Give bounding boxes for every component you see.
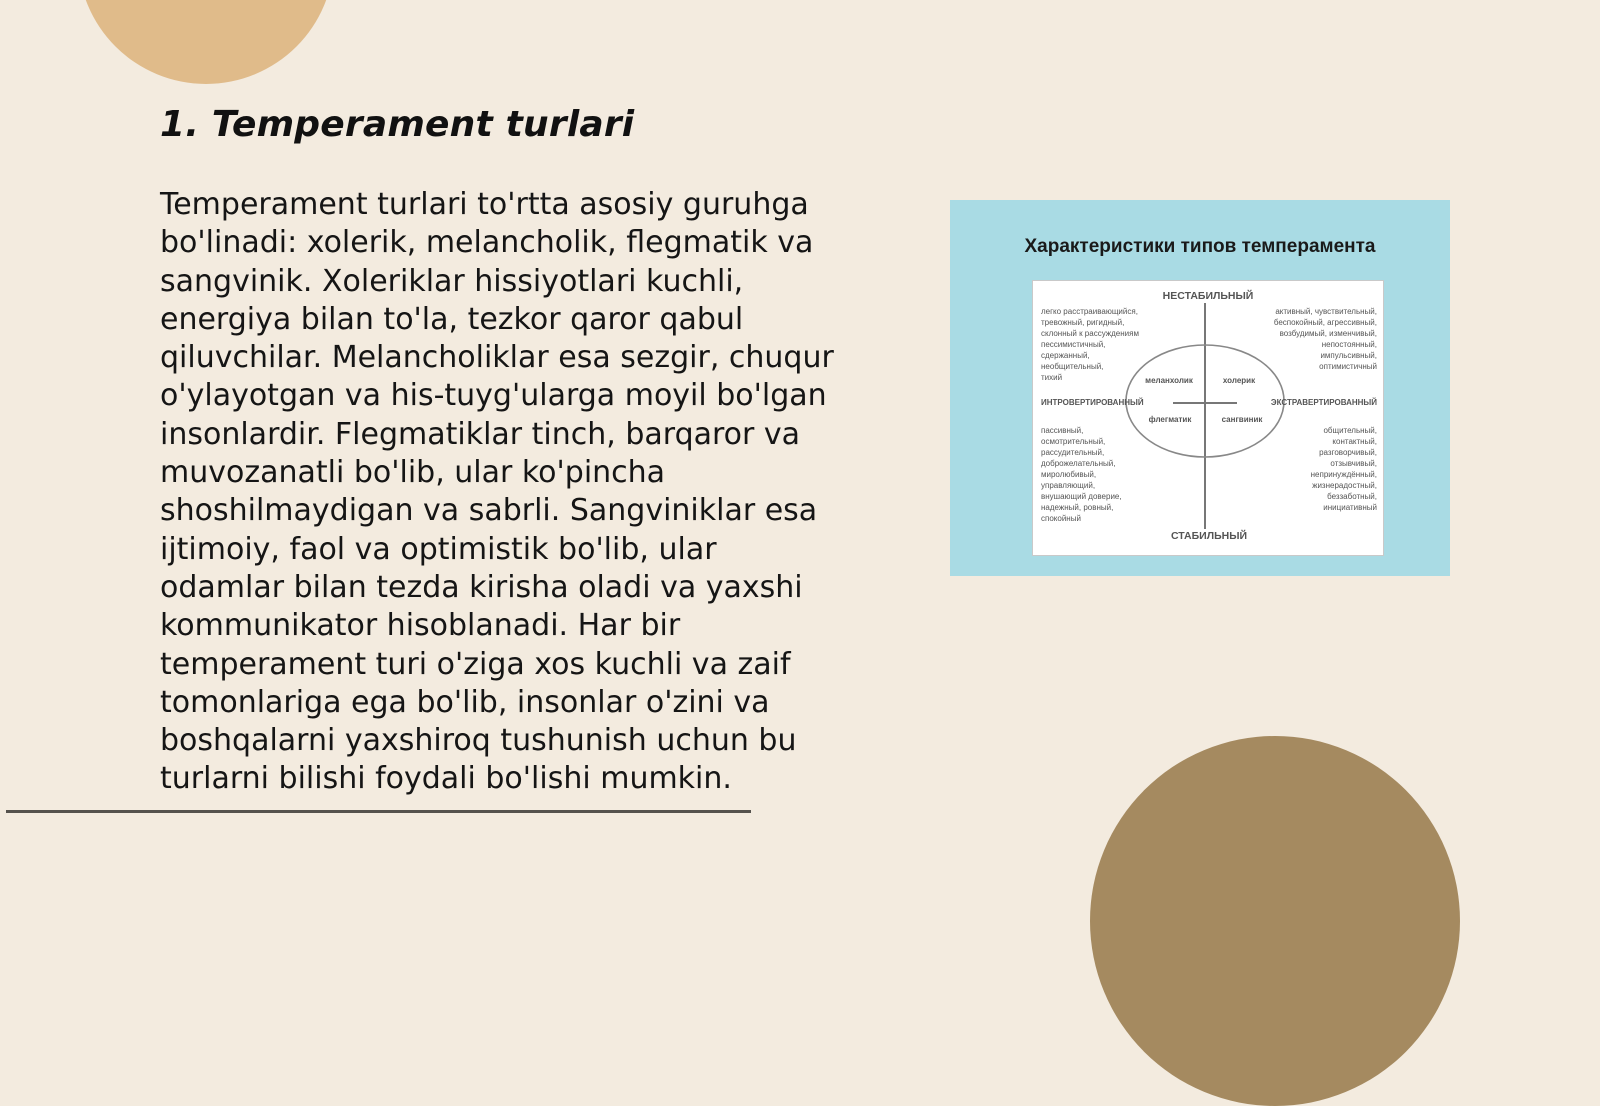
trait-text: активный, чувствительный, (1275, 307, 1377, 316)
temperament-diagram-svg (1033, 281, 1383, 555)
trait-text: оптимистичный (1319, 362, 1377, 371)
trait-text: импульсивный, (1320, 351, 1377, 360)
trait-text: пассивный, (1041, 426, 1084, 435)
traits-top-left (1041, 307, 1139, 382)
trait-text: доброжелательный, (1041, 459, 1116, 468)
trait-text: необщительный, (1041, 362, 1104, 371)
trait-text: возбудимый, изменчивый, (1279, 329, 1377, 338)
traits-bottom-right (1311, 426, 1377, 512)
axis-label-unstable: НЕСТАБИЛЬНЫЙ (1162, 290, 1254, 302)
figure-title: Характеристики типов темперамента (1024, 236, 1376, 257)
trait-text: сдержанный, (1041, 351, 1090, 360)
trait-text: легко расстраивающийся, (1041, 307, 1138, 316)
trait-text: пессимистичный, (1041, 340, 1106, 349)
trait-text: инициативный (1323, 503, 1377, 512)
decorative-circle-bottom (1090, 736, 1460, 1106)
axis-label-introverted: ИНТРОВЕРТИРОВАННЫЙ (1041, 398, 1144, 407)
temperament-figure (950, 200, 1450, 576)
trait-text: тревожный, ригидный, (1041, 318, 1125, 327)
type-label-melancholic: меланхолик (1145, 376, 1193, 385)
axis-label-extraverted: ЭКСТРАВЕРТИРОВАННЫЙ (1270, 398, 1377, 407)
trait-text: непостоянный, (1321, 340, 1377, 349)
trait-text: склонный к рассуждениям (1041, 329, 1139, 338)
traits-top-right (1274, 307, 1377, 371)
trait-text: общительный, (1323, 426, 1377, 435)
trait-text: надежный, ровный, (1041, 503, 1114, 512)
slide-title: 1. Temperament turlari (160, 104, 635, 145)
trait-text: управляющий, (1041, 481, 1096, 490)
trait-text: беззаботный, (1327, 492, 1377, 501)
slide-paragraph: Temperament turlari to'rtta asosiy guruhga bo'linadi: xolerik, melancholik, flegmatik va sangvinik. Xoleriklar hissiyotlari kuchli, energiya bilan to'la, tezkor qaror qabul qiluvchilar. Melancholiklar esa sezgir, chuqur o'ylayotgan va his-tuyg'ularga moyil bo'lgan insonlardir. Flegmatiklar tinch, barqaror va muvozanatli bo'lib, ular ko'pincha shoshilmaydigan va sabrli. Sangviniklar esa ijtimoiy, faol va optimistik bo'lib, ular odamlar bilan tezda kirisha oladi va yaxshi kommunikator hisoblanadi. Har bir temperament turi o'ziga xos kuchli va zaif tomonlariga ega bo'lib, insonlar o'zini va boshqalarni yaxshiroq tushunish uchun bu turlarni bilishi foydali bo'lishi mumkin. (160, 187, 834, 797)
trait-text: жизнерадостный, (1312, 481, 1377, 490)
trait-text: отзывчивый, (1330, 459, 1377, 468)
trait-text: тихий (1041, 373, 1063, 382)
type-label-phlegmatic: флегматик (1148, 415, 1192, 424)
trait-text: разговорчивый, (1319, 448, 1377, 457)
traits-bottom-left (1041, 426, 1122, 523)
trait-text: осмотрительный, (1041, 437, 1106, 446)
trait-text: непринуждённый, (1310, 470, 1377, 479)
decorative-circle-top (78, 0, 334, 84)
trait-text: беспокойный, агрессивный, (1273, 318, 1377, 327)
trait-text: контактный, (1332, 437, 1377, 446)
trait-text: спокойный (1041, 514, 1081, 523)
divider-line (6, 810, 751, 813)
type-label-choleric: холерик (1222, 376, 1256, 385)
temperament-diagram (1032, 280, 1384, 556)
axis-label-stable: СТАБИЛЬНЫЙ (1170, 530, 1248, 542)
type-label-sanguine: сангвиник (1221, 415, 1263, 424)
trait-text: рассудительный, (1041, 448, 1105, 457)
trait-text: миролюбивый, (1041, 470, 1097, 479)
trait-text: внушающий доверие, (1041, 492, 1122, 501)
